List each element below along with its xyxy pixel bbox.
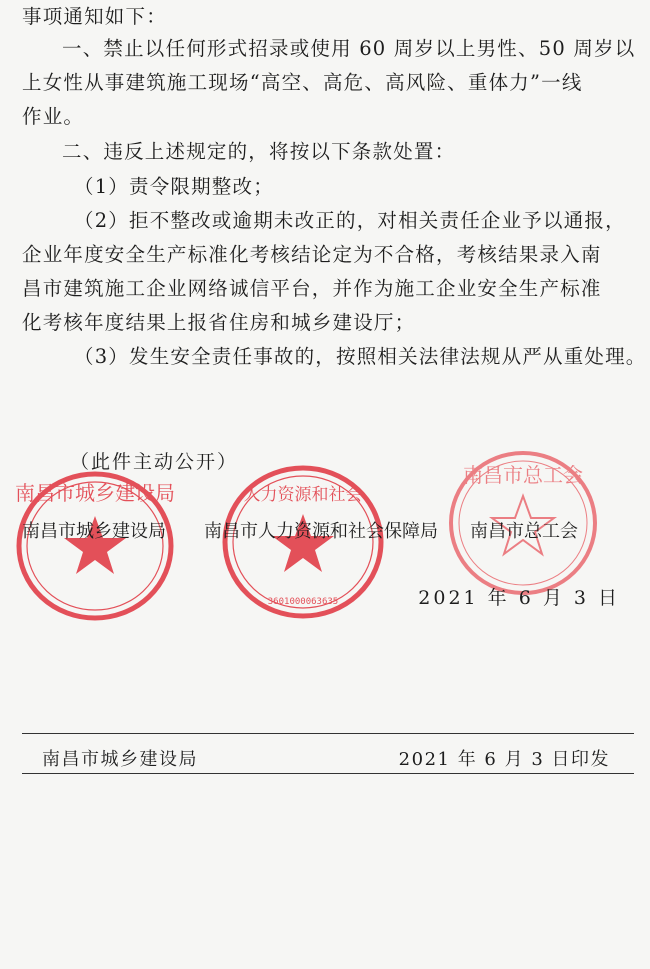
sign-date: 2021 年 6 月 3 日 <box>418 587 620 609</box>
svg-text:南昌市城乡建设局: 南昌市城乡建设局 <box>15 481 175 505</box>
signatory-hr-bureau: 南昌市人力资源和社会保障局 <box>204 521 438 542</box>
item-1-line-2: 上女性从事建筑施工现场“高空、高危、高风险、重体力”一线 <box>22 71 583 94</box>
clause-2 <box>22 204 630 340</box>
item-1-line-3: 作业。 <box>22 105 85 128</box>
clause-1 <box>22 170 630 204</box>
clause-2-line-3: 昌市建筑施工企业网络诚信平台，并作为施工企业安全生产标准 <box>22 277 602 300</box>
public-note: （此件主动公开） <box>70 451 239 473</box>
intro-line <box>22 0 630 34</box>
footer-issue-date: 2021 年 6 月 3 日印发 <box>398 749 610 770</box>
clause-3-text: （3）发生安全责任事故的，按照相关法律法规从严从重处理。 <box>74 345 647 368</box>
clause-2-line-4: 化考核年度结果上报省住房和城乡建设厅； <box>22 311 416 334</box>
svg-text:3601000063635: 3601000063635 <box>267 597 339 607</box>
item-1-line-1: 一、禁止以任何形式招录或使用 60 周岁以上男性、50 周岁以 <box>62 37 636 60</box>
svg-text:南昌市总工会: 南昌市总工会 <box>463 463 583 487</box>
footer-top-rule <box>22 733 634 734</box>
item-2-title <box>22 135 630 169</box>
signatory-construction-bureau: 南昌市城乡建设局 <box>22 521 166 542</box>
clause-2-line-1: （2）拒不整改或逾期未改正的，对相关责任企业予以通报， <box>74 209 626 232</box>
footer-bottom-rule <box>22 773 634 774</box>
seal-construction-bureau <box>14 470 176 622</box>
intro-text: 事项通知如下： <box>22 5 167 28</box>
clause-3 <box>22 340 647 374</box>
signatory-trade-union: 南昌市总工会 <box>470 521 578 542</box>
footer-issuer: 南昌市城乡建设局 <box>42 749 198 770</box>
clause-2-line-2: 企业年度安全生产标准化考核结论定为不合格，考核结果录入南 <box>22 243 602 266</box>
clause-1-text: （1）责令限期整改； <box>74 175 274 198</box>
item-1 <box>22 32 636 134</box>
item-2-title-text: 二、违反上述规定的，将按以下条款处置： <box>62 140 456 163</box>
svg-text:人力资源和社会: 人力资源和社会 <box>243 485 363 505</box>
